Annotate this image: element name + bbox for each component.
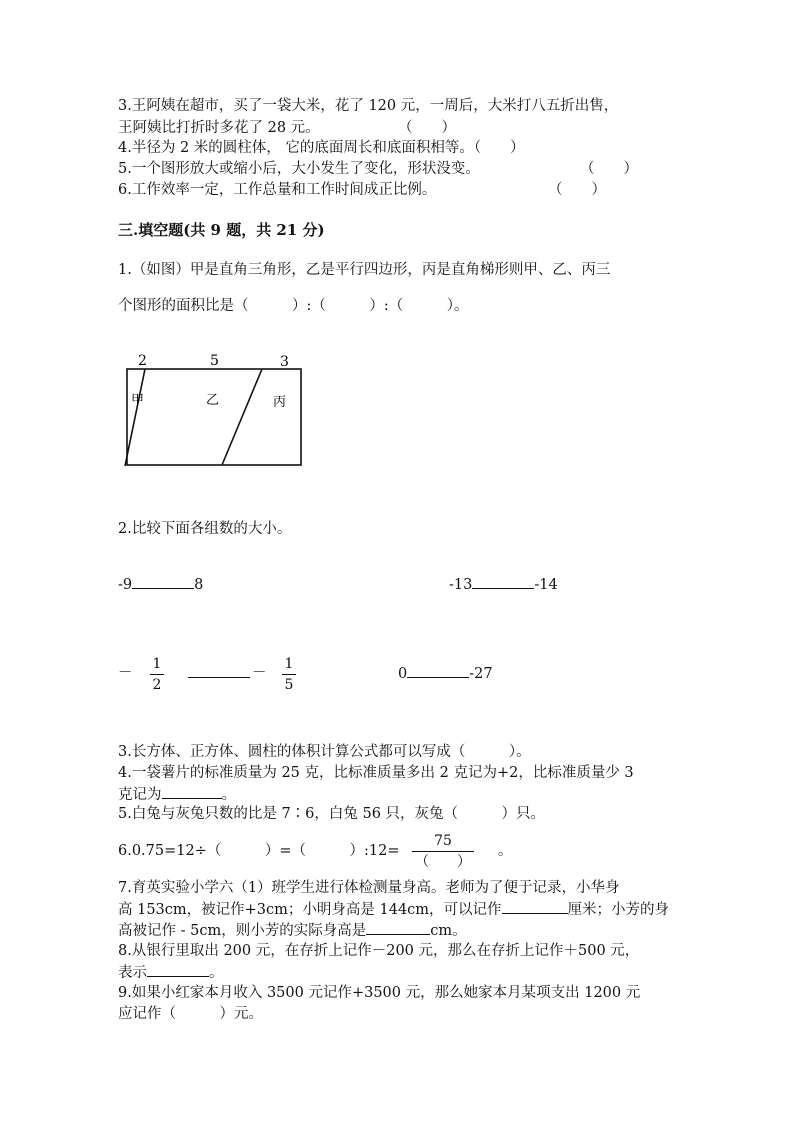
fraction-numerator: 1 xyxy=(152,656,162,672)
judge-q5-paren[interactable]: （ ） xyxy=(580,161,638,177)
compare-a-right: 8 xyxy=(194,577,204,593)
figure-shape-label: 甲 xyxy=(131,393,145,408)
fill-q8-prefix: 表示 xyxy=(118,965,147,981)
figure-top-label: 3 xyxy=(280,354,289,370)
fraction-denominator: （ ） xyxy=(415,854,471,870)
fill-q1-line1: 1.（如图）甲是直角三角形，乙是平行四边形，丙是直角梯形则甲、乙、丙三 xyxy=(118,262,611,278)
compare-c-sign1: － xyxy=(118,665,133,681)
judge-q3-line2: 王阿姨比打折时多花了 28 元。 xyxy=(118,120,320,136)
fraction-denominator: 5 xyxy=(284,677,294,693)
compare-c xyxy=(188,663,250,684)
answer-blank[interactable] xyxy=(472,574,534,589)
diagonal-left xyxy=(125,369,145,466)
shape-figure xyxy=(118,346,318,476)
fill-q4-line1: 4.一袋薯片的标准质量为 25 克，比标准质量多出 2 克记为+2，比标准质量少 3 xyxy=(118,765,634,781)
compare-c-sign2: － xyxy=(252,665,267,681)
fill-q7-line2-suffix: 厘米；小芳的身 xyxy=(567,902,670,918)
judge-q3-line1: 3.王阿姨在超市，买了一袋大米，花了 120 元，一周后，大米打八五折出售， xyxy=(118,98,619,114)
fill-q8-suffix: 。 xyxy=(209,965,224,981)
figure-shape-label: 乙 xyxy=(206,393,220,408)
compare-b xyxy=(449,574,558,595)
outer-rectangle xyxy=(127,369,301,465)
compare-b-left: -13 xyxy=(449,577,473,593)
fill-q7-line2 xyxy=(118,899,669,920)
fill-q6-prefix: 6.0.75=12÷（ ）=（ ）:12= xyxy=(118,843,400,859)
fill-q9-line1: 9.如果小红家本月收入 3500 元记作+3500 元，那么她家本月某项支出 1200 元 xyxy=(118,985,641,1001)
answer-blank[interactable] xyxy=(502,899,568,914)
section-title: 三.填空题(共 9 题，共 21 分) xyxy=(118,221,325,239)
judge-q4: 4.半径为 2 米的圆柱体， 它的底面周长和底面积相等。（ ） xyxy=(118,140,525,156)
judge-q3-paren[interactable]: （ ） xyxy=(398,120,456,136)
fill-q7-line3-suffix: cm。 xyxy=(430,923,467,939)
fill-q4-line2 xyxy=(118,784,236,805)
fill-q7-line3 xyxy=(118,920,467,941)
fill-q3: 3.长方体、正方体、圆柱的体积计算公式都可以写成（ ）。 xyxy=(118,744,531,760)
answer-blank[interactable] xyxy=(162,784,222,799)
compare-b-right: -14 xyxy=(534,577,558,593)
fill-q7-line3-prefix: 高被记作 - 5cm，则小芳的实际身高是 xyxy=(118,923,367,939)
judge-q6-paren[interactable]: （ ） xyxy=(548,182,606,198)
fraction-one-half xyxy=(150,655,164,694)
compare-a-left: -9 xyxy=(118,577,133,593)
fill-q8-line1: 8.从银行里取出 200 元，在存折上记作－200 元，那么在存折上记作＋500 元， xyxy=(118,943,640,959)
fill-q8-line2 xyxy=(118,962,224,983)
compare-d-right: -27 xyxy=(469,666,493,682)
fraction-75 xyxy=(412,832,474,871)
fill-q7-line2-prefix: 高 153cm，被记作+3cm；小明身高是 144cm，可以记作 xyxy=(118,902,502,918)
judge-q6: 6.工作效率一定，工作总量和工作时间成正比例。 xyxy=(118,182,437,198)
fraction-numerator: 75 xyxy=(434,833,452,849)
compare-d-left: 0 xyxy=(398,666,408,682)
fraction-denominator: 2 xyxy=(152,677,162,693)
fill-q7-line1: 7.育英实验小学六（1）班学生进行体检测量身高。老师为了便于记录，小华身 xyxy=(118,880,620,896)
figure-top-label: 5 xyxy=(210,353,219,369)
diagonal-right xyxy=(222,369,262,465)
fill-q1-line2: 个图形的面积比是（ ）:（ ）:（ ）。 xyxy=(118,298,469,314)
compare-d xyxy=(398,663,493,684)
figure-top-label: 2 xyxy=(138,353,147,369)
compare-a xyxy=(118,574,203,595)
fill-q4-prefix: 克记为 xyxy=(118,787,162,803)
figure-shape-label: 丙 xyxy=(273,395,287,410)
answer-blank[interactable] xyxy=(132,574,194,589)
fill-q4-suffix: 。 xyxy=(221,787,236,803)
answer-blank[interactable] xyxy=(407,663,469,678)
fill-q6-suffix: 。 xyxy=(498,843,513,859)
judge-q5: 5.一个图形放大或缩小后，大小发生了变化，形状没变。 xyxy=(118,161,480,177)
fill-q5: 5.白兔与灰兔只数的比是 7∶6，白兔 56 只，灰兔（ ）只。 xyxy=(118,806,546,822)
fill-q9-line2: 应记作（ ）元。 xyxy=(118,1006,263,1022)
answer-blank[interactable] xyxy=(366,920,430,935)
answer-blank[interactable] xyxy=(147,962,209,977)
fraction-numerator: 1 xyxy=(284,656,294,672)
fraction-one-fifth xyxy=(282,655,296,694)
fill-q2-title: 2.比较下面各组数的大小。 xyxy=(118,521,292,537)
answer-blank[interactable] xyxy=(188,663,250,678)
